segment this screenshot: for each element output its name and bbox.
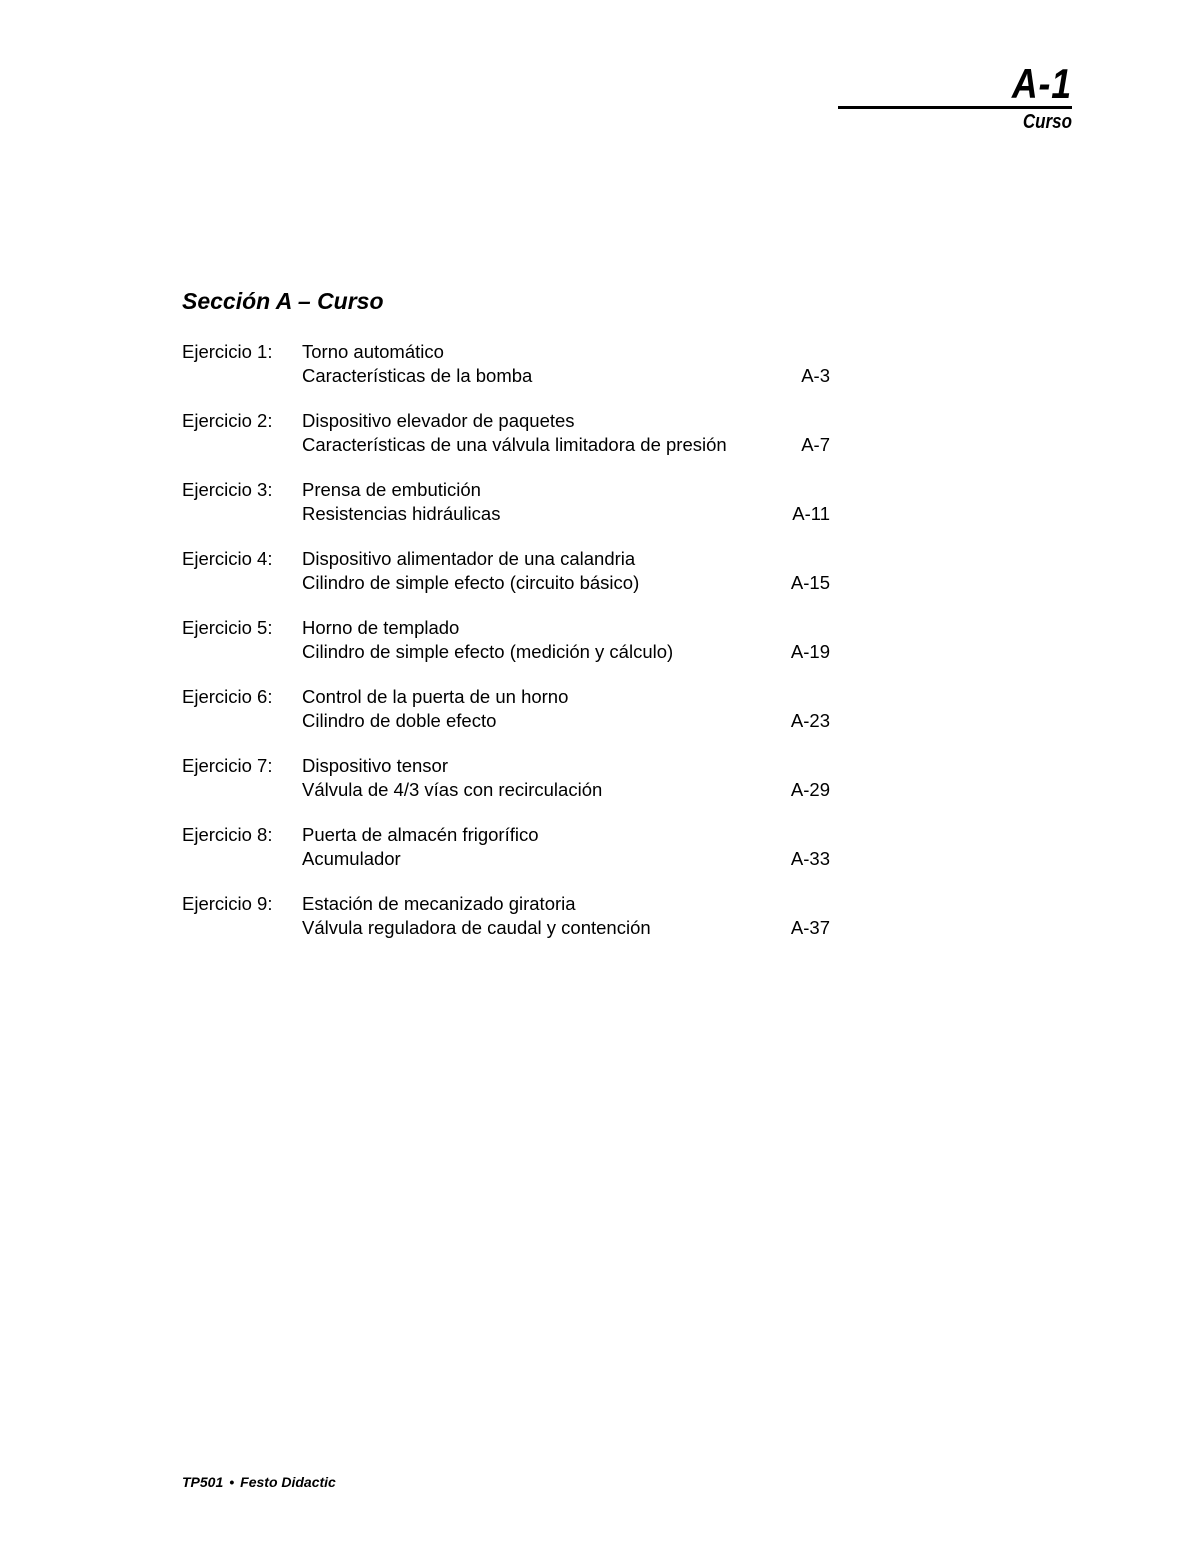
toc-entry-title: Dispositivo alimentador de una calandria [302, 548, 636, 569]
toc-entry-title: Puerta de almacén frigorífico [302, 824, 539, 845]
toc-entry[interactable] [182, 340, 832, 409]
toc-entry-label: Ejercicio 7: [182, 755, 273, 776]
toc-entry[interactable] [182, 616, 832, 685]
header-subtitle: Curso [1022, 111, 1072, 133]
footer-code: TP501 [182, 1474, 224, 1490]
footer-separator: • [229, 1474, 235, 1490]
toc-entry-page: A-7 [801, 434, 830, 455]
toc-entry-label: Ejercicio 2: [182, 410, 273, 431]
toc-entry-subtitle: Características de la bomba [302, 365, 533, 386]
toc-entry[interactable] [182, 478, 832, 547]
toc-entry-subtitle: Cilindro de simple efecto (circuito básico) [302, 572, 640, 593]
page-header [838, 60, 1072, 135]
toc-entry[interactable] [182, 754, 832, 823]
toc-entry-title: Dispositivo tensor [302, 755, 449, 776]
toc-entry-page: A-3 [801, 365, 830, 386]
toc-entry-page: A-37 [790, 917, 830, 938]
toc-entry-title: Control de la puerta de un horno [302, 686, 569, 707]
toc-entry-label: Ejercicio 1: [182, 341, 273, 362]
page-footer [182, 1472, 336, 1492]
table-of-contents [182, 340, 832, 961]
toc-entry-label: Ejercicio 8: [182, 824, 273, 845]
toc-entry-title: Torno automático [302, 341, 444, 362]
toc-entry[interactable] [182, 409, 832, 478]
toc-entry-subtitle: Acumulador [302, 848, 401, 869]
toc-entry-page: A-23 [790, 710, 830, 731]
toc-entry[interactable] [182, 547, 832, 616]
toc-entry-title: Estación de mecanizado giratoria [302, 893, 576, 914]
toc-entry-label: Ejercicio 9: [182, 893, 273, 914]
toc-entry-page: A-11 [792, 503, 830, 524]
toc-entry-page: A-15 [790, 572, 830, 593]
section-title: Sección A – Curso [182, 288, 384, 314]
toc-entry-title: Dispositivo elevador de paquetes [302, 410, 575, 431]
toc-entry-subtitle: Cilindro de doble efecto [302, 710, 497, 731]
toc-entry-subtitle: Características de una válvula limitadora de presión [302, 434, 727, 455]
toc-entry-label: Ejercicio 5: [182, 617, 273, 638]
toc-entry-label: Ejercicio 4: [182, 548, 273, 569]
page-number: A-1 [1011, 60, 1072, 107]
toc-entry[interactable] [182, 892, 832, 961]
toc-entry-title: Horno de templado [302, 617, 460, 638]
toc-entry-subtitle: Resistencias hidráulicas [302, 503, 501, 524]
toc-entry-title: Prensa de embutición [302, 479, 481, 500]
toc-entry-subtitle: Cilindro de simple efecto (medición y cálculo) [302, 641, 674, 662]
toc-entry-page: A-19 [790, 641, 830, 662]
toc-entry-page: A-33 [790, 848, 830, 869]
toc-entry-label: Ejercicio 6: [182, 686, 273, 707]
toc-entry-page: A-29 [790, 779, 830, 800]
toc-entry-subtitle: Válvula reguladora de caudal y contención [302, 917, 651, 938]
toc-entry[interactable] [182, 685, 832, 754]
toc-entry-subtitle: Válvula de 4/3 vías con recirculación [302, 779, 603, 800]
toc-entry-label: Ejercicio 3: [182, 479, 273, 500]
footer-brand: Festo Didactic [240, 1474, 336, 1490]
toc-entry[interactable] [182, 823, 832, 892]
